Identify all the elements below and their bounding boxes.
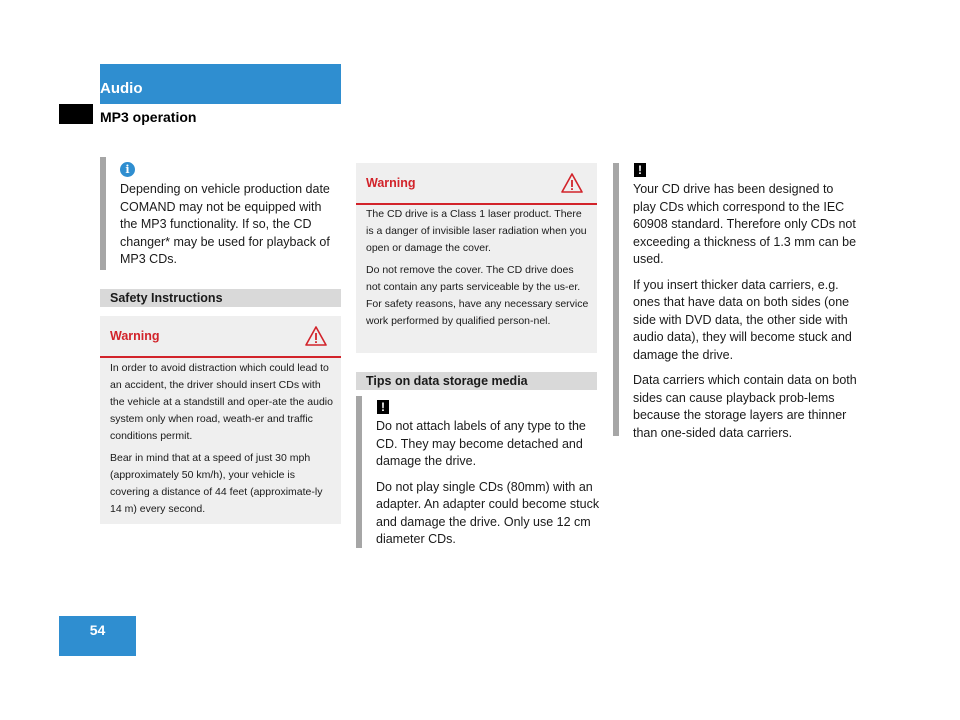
warning-paragraph: Bear in mind that at a speed of just 30 mph (approximately 50 km/h), your vehicle is covering a distance of 44 feet (approximate-ly 14 m) every second. bbox=[110, 452, 323, 515]
storage-note-bar bbox=[356, 396, 362, 548]
info-note bbox=[120, 181, 342, 277]
storage-note-paragraph: Do not attach labels of any type to the CD. They may become detached and damage the drive. bbox=[376, 419, 586, 468]
exclamation-icon: ! bbox=[377, 400, 389, 414]
safety-section-heading: Safety Instructions bbox=[100, 289, 341, 307]
drive-note-bar bbox=[613, 163, 619, 436]
warning-label: Warning bbox=[110, 329, 160, 343]
warning-triangle-icon bbox=[305, 325, 327, 347]
storage-note bbox=[376, 418, 600, 557]
warning-triangle-icon bbox=[561, 172, 583, 194]
drive-note-paragraph: Data carriers which contain data on both sides can cause playback prob-lems because the storage layers are thinner than one-sided data carriers. bbox=[633, 373, 857, 440]
chapter-title: Audio bbox=[100, 80, 143, 97]
storage-section-heading: Tips on data storage media bbox=[356, 372, 597, 390]
section-subtitle: MP3 operation bbox=[100, 109, 197, 125]
warning-paragraph: In order to avoid distraction which could lead to an accident, the driver should insert CDs with the vehicle at a standstill and oper-ate the audio system only when road, weath-er and traffic conditions permit. bbox=[110, 362, 333, 442]
warning-text bbox=[366, 206, 589, 335]
info-note-text: Depending on vehicle production date COMAND may not be equipped with the MP3 functionality. If so, the CD changer* may be used for playback of MP3 CDs. bbox=[120, 182, 330, 266]
warning-header bbox=[356, 163, 597, 205]
warning-header bbox=[100, 316, 341, 358]
page-number: 54 bbox=[59, 616, 136, 656]
warning-box-driving bbox=[100, 316, 341, 524]
drive-note-paragraph: Your CD drive has been designed to play CDs which correspond to the IEC 60908 standard. Therefore only CDs not exceeding a thickness of 1.3 mm can be used. bbox=[633, 182, 857, 266]
warning-text bbox=[110, 360, 333, 523]
info-note-bar bbox=[100, 157, 106, 270]
warning-box-laser bbox=[356, 163, 597, 353]
storage-note-paragraph: Do not play single CDs (80mm) with an adapter. An adapter could become stuck and damage the drive. Only use 12 cm diameter CDs. bbox=[376, 479, 600, 546]
exclamation-icon: ! bbox=[634, 163, 646, 177]
drive-note bbox=[633, 181, 859, 450]
header-marker bbox=[59, 104, 93, 124]
drive-note-paragraph: If you insert thicker data carriers, e.g. ones that have data on both sides (one side with DVD data, the other side with audio data), they will become stuck and damage the drive. bbox=[633, 277, 852, 362]
info-icon: i bbox=[120, 162, 135, 177]
warning-label: Warning bbox=[366, 176, 416, 190]
warning-paragraph: Do not remove the cover. The CD drive does not contain any parts serviceable by the us-er. For safety reasons, have any necessary service work performed by qualified person-nel. bbox=[366, 264, 589, 327]
warning-paragraph: The CD drive is a Class 1 laser product. There is a danger of invisible laser radiation when you open or damage the cover. bbox=[366, 208, 587, 254]
